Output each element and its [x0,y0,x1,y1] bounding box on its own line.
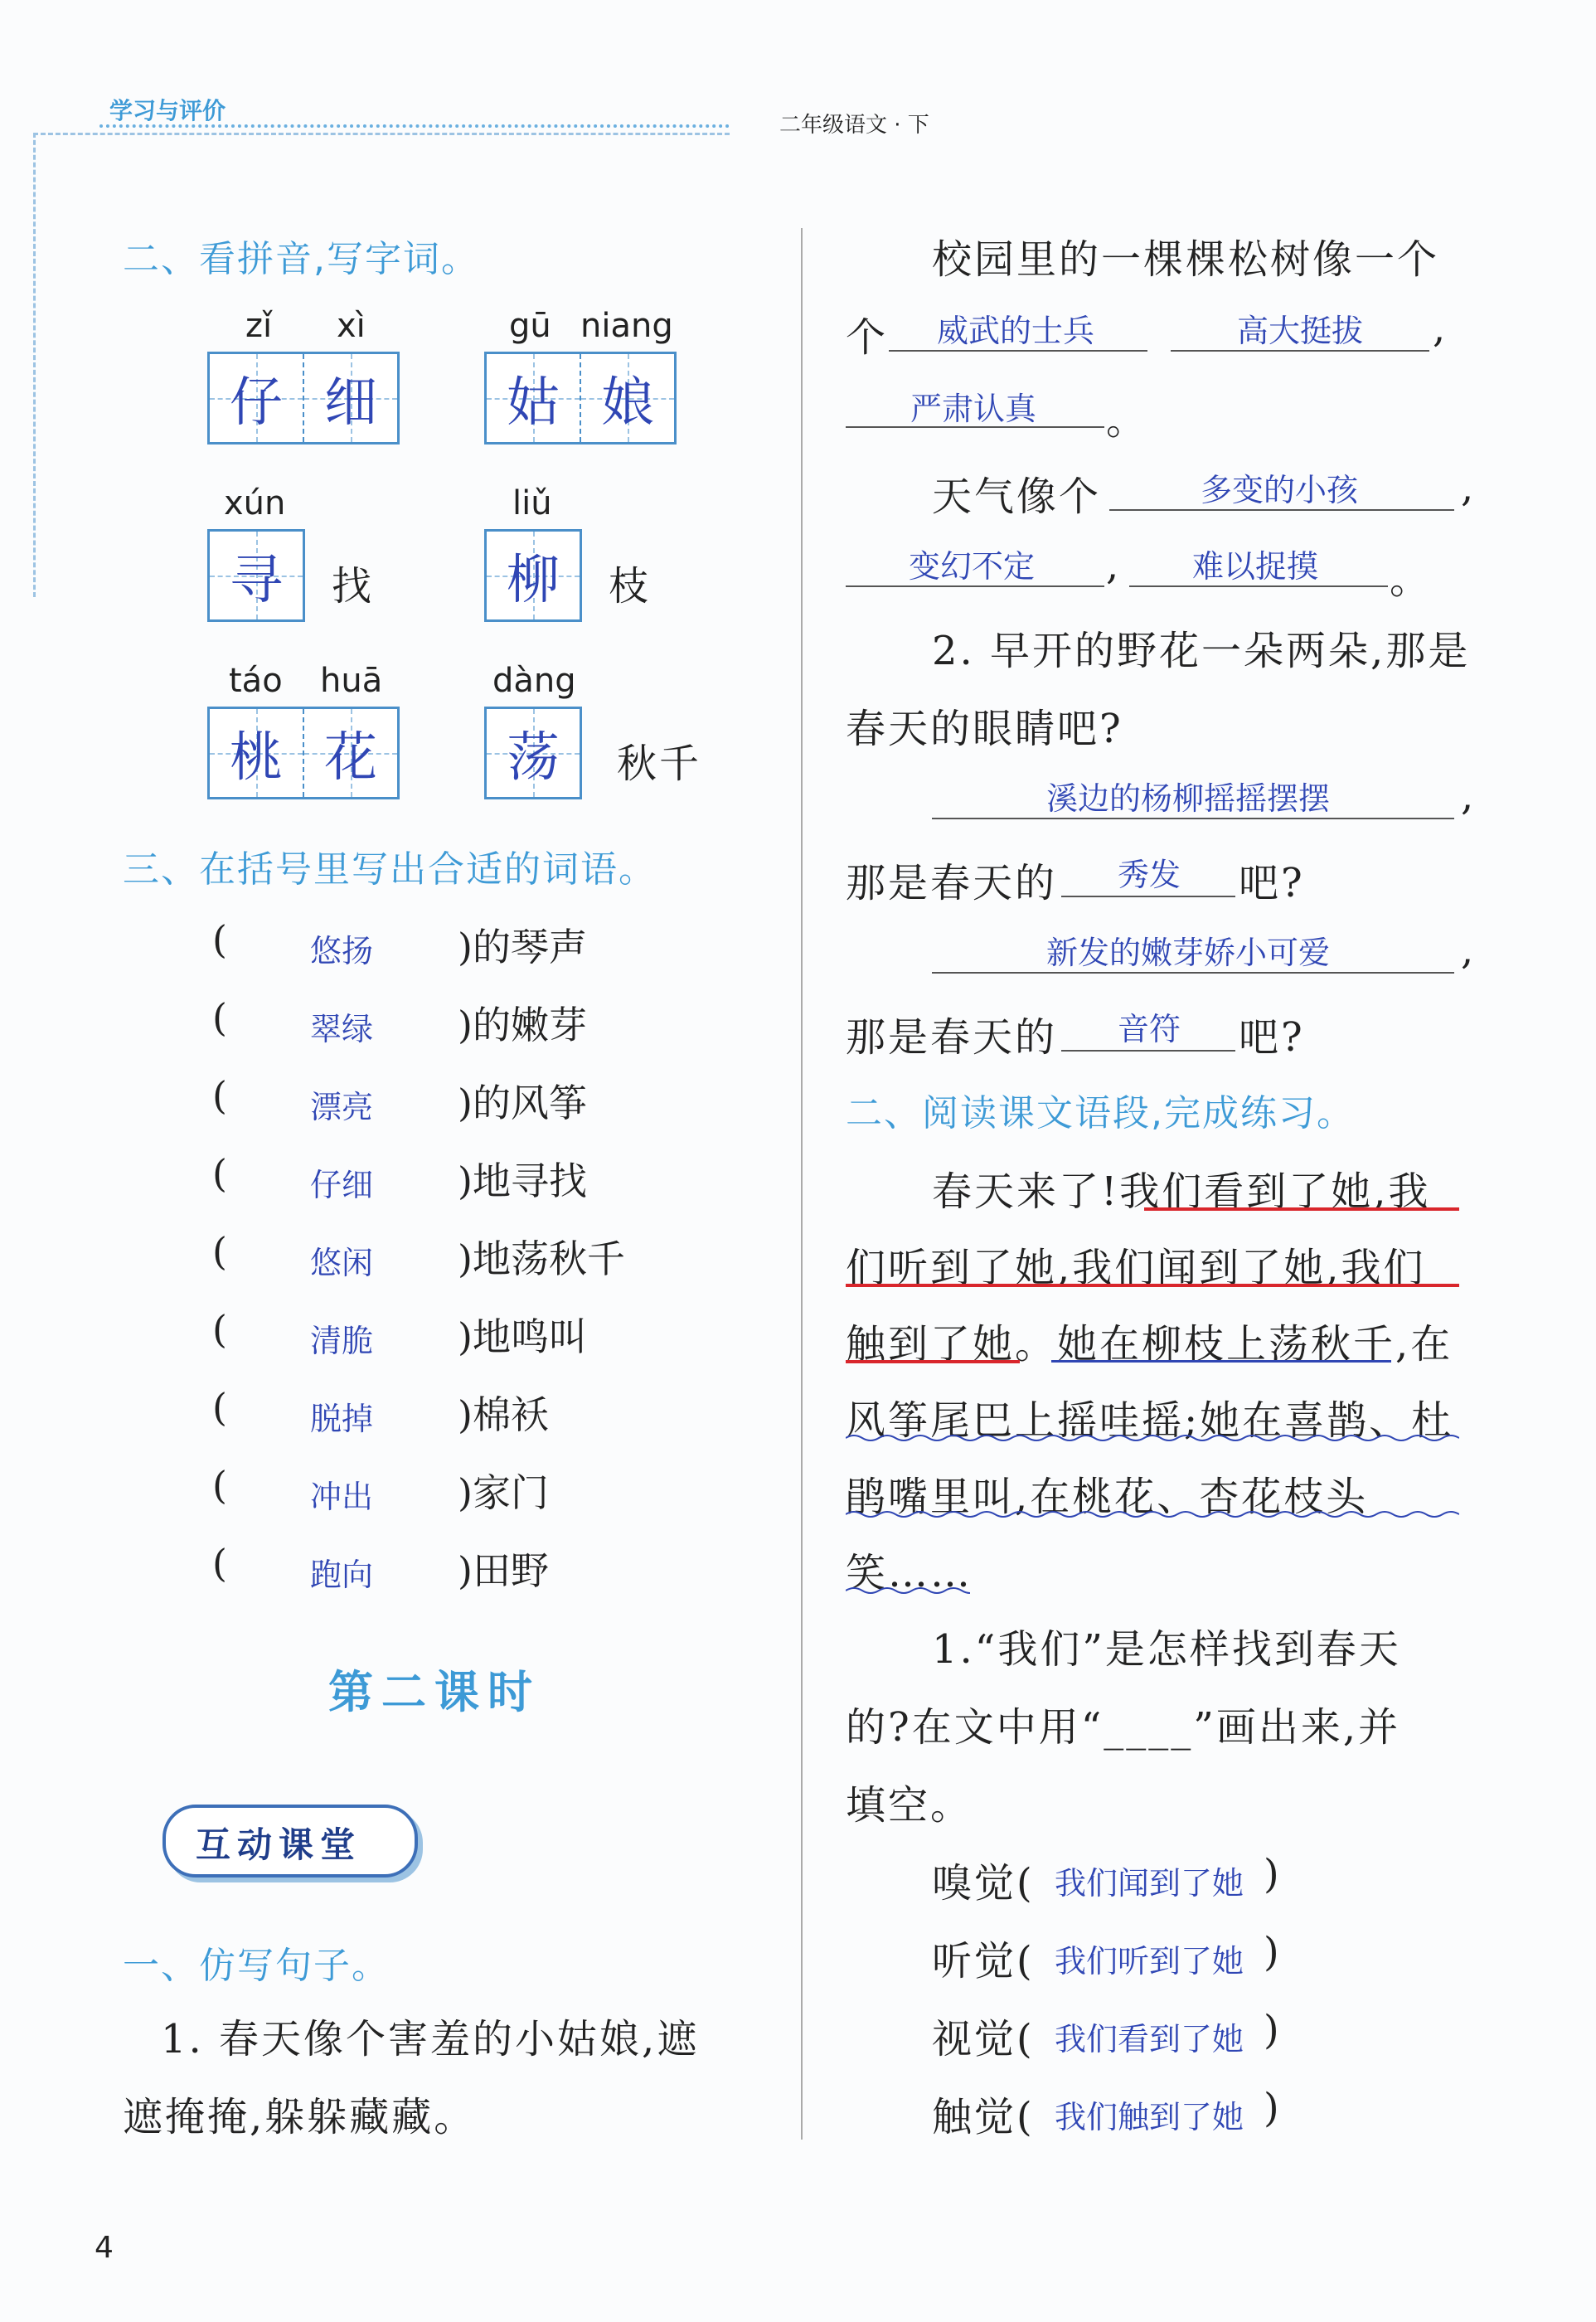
page-number: 4 [95,2231,114,2265]
sense-close: ) [1264,2007,1282,2053]
pine-line1: 校园里的一棵棵松树像一个 [932,236,1440,283]
fill-catch: 难以捉摸 [1192,548,1319,585]
section-title-brackets: 三、在括号里写出合适的词语。 [123,848,657,891]
fill-child: 多变的小孩 [1201,472,1359,508]
sense-label: 触觉( [932,2094,1035,2140]
bracket-text: )家门 [458,1470,549,1515]
ge-char: 个 [846,314,889,361]
fill-soldier: 威武的士兵 [937,313,1095,349]
sense-answer: 我们看到了她 [1055,2021,1244,2057]
sense-label: 视觉( [932,2016,1035,2062]
bracket-answer: 跑向 [310,1557,374,1593]
ba-1: 吧? [1239,860,1305,906]
char-hua: 花 [324,727,377,789]
fill-change: 变幻不定 [909,548,1036,585]
char-zi: 仔 [230,372,283,434]
char-zhi: 枝 [609,563,652,610]
header-grade: 二年级语文 · 下 [779,113,929,138]
char-xi: 细 [324,372,377,434]
blank-line [1061,1050,1235,1052]
pinyin-dang: dàng [492,662,576,700]
page-border-left [33,133,36,597]
sense-close: ) [1264,1851,1282,1897]
char-dang: 荡 [507,727,560,789]
char-grid-zixi [207,352,400,444]
header-dots [99,124,730,128]
pinyin-tao: táo [229,662,283,700]
char-tao: 桃 [230,727,283,789]
passage-line5: 鹃嘴里叫,在桃花、杏花枝头 [846,1474,1369,1520]
fill-serious: 严肃认真 [910,391,1037,427]
q1-line1: 1. 春天像个害羞的小姑娘,遮 [161,2016,700,2062]
passage-line4: 风筝尾巴上摇哇摇;她在喜鹊、杜 [846,1397,1454,1444]
bracket-answer: 翠绿 [310,1011,374,1047]
pinyin-hua: huā [320,662,383,700]
pinyin-niang: niang [580,307,673,345]
bracket-answer: 脱掉 [310,1401,374,1437]
wavy-underline [846,1509,1459,1519]
bracket-answer: 漂亮 [310,1089,374,1125]
section-title-reading: 二、阅读课文语段,完成练习。 [846,1092,1355,1134]
sense-label: 嗅觉( [932,1860,1035,1907]
bracket-answer: 冲出 [310,1479,374,1515]
weather-text: 天气像个 [932,474,1102,520]
word-qiuqian: 秋千 [617,741,702,787]
sense-label: 听觉( [932,1938,1035,1984]
column-divider [801,228,803,2140]
blue-underline [1051,1360,1391,1363]
pinyin-liu: liǔ [512,484,552,522]
bracket-text: )地寻找 [458,1159,587,1203]
passage-line1: 春天来了!我们看到了她,我 [932,1168,1431,1215]
char-grid-liu [484,529,582,622]
char-xun: 寻 [230,550,283,611]
char-grid-xun [207,529,305,622]
q-find-line2: 的?在文中用“____”画出来,并 [846,1704,1401,1751]
that-spring-2: 那是春天的 [846,1014,1058,1061]
section-title-pinyin: 二、看拼音,写字词。 [123,238,479,280]
that-spring-1: 那是春天的 [846,860,1058,906]
bracket-text: )的风筝 [458,1081,587,1125]
fill-tall: 高大挺拔 [1237,313,1364,349]
char-gu: 姑 [507,372,560,434]
workbook-page: 学习与评价 二年级语文 · 下 二、看拼音,写字词。 zǐ xì 仔 细 gū niang 姑 娘 xún 寻 找 liǔ 柳 枝 táo huā 桃 花 dàng 荡 秋千 三、在括号里写出合适的词语。 ( 悠扬 )的琴声 ( 翠绿 )的嫩芽 ( 漂亮 )的风筝 ( 仔细 )地寻找 ( 悠闲 )地荡秋千 ( 清脆 )地鸣叫 ( 脱掉 )棉袄 ( 冲出 )家门 ( 跑向 )田野 第二课时 互动课堂 一、仿写句子。 1. 春天像个害羞的小姑娘,遮 遮掩掩,躲躲藏藏。 校园里的一棵棵松树像一个 个 威武的士兵 高大挺拔 , 严肃认真 。 天气像个 多变的小孩 , 变幻不定 , 难以捉摸 。 2. 早开的野花一朵两朵,那是 春天的眼睛吧? 溪边的杨柳摇摇摆摆 , 那是春天的 秀发 吧? 新发的嫩芽娇小可爱 , 那是春天的 音符 吧? 二、阅读课文语段,完成练习。 春天来了!我们看到了她,我 们听到了她,我们闻到了她,我们 触到了她。她在柳枝上荡秋千,在 风筝尾巴上摇哇摇;她在喜鹊、杜 鹃嘴里叫,在桃花、杏花枝头 笑…… 1.“我们”是怎样找到春天 的?在文中用“____”画出来,并 填空。 嗅觉( 我们闻到了她 ) 听觉( 我们听到了她 ) 视觉( 我们看到了她 ) 触觉( 我们触到了她 ) 4 [0,0,1596,2322]
bracket-text: )棉袄 [458,1392,549,1437]
fill-willow: 溪边的杨柳摇摇摆摆 [1046,780,1331,817]
ba-2: 吧? [1239,1014,1305,1061]
fill-bud: 新发的嫩芽娇小可爱 [1046,935,1331,971]
pinyin-zi: zǐ [245,307,273,345]
bracket-text: )的琴声 [458,925,587,969]
sense-answer: 我们听到了她 [1055,1943,1244,1980]
char-liu: 柳 [507,550,560,611]
q-find-line3: 填空。 [846,1782,973,1829]
red-underline [1144,1207,1459,1211]
pinyin-xi: xì [337,307,366,345]
wavy-underline [846,1433,1459,1443]
pinyin-xun: xún [224,484,286,522]
passage-line3: 触到了她。她在柳枝上荡秋千,在 [846,1321,1453,1367]
fill-note: 音符 [1118,1011,1181,1047]
q-find-line1: 1.“我们”是怎样找到春天 [932,1626,1401,1673]
sense-answer: 我们触到了她 [1055,2099,1244,2135]
bracket-text: )田野 [458,1548,549,1593]
bracket-answer: 仔细 [310,1167,374,1203]
page-border-top [33,133,730,135]
wavy-underline [846,1586,970,1596]
bracket-answer: 清脆 [310,1323,374,1359]
bracket-text: )地荡秋千 [458,1236,625,1281]
passage-line6: 笑…… [846,1550,973,1596]
lesson-title: 第二课时 [328,1666,541,1718]
q2-line2: 春天的眼睛吧? [846,706,1123,752]
pinyin-gu: gū [509,307,551,345]
bracket-text: )地鸣叫 [458,1314,587,1359]
q2-line1: 2. 早开的野花一朵两朵,那是 [932,628,1471,674]
char-niang: 娘 [601,372,654,434]
sense-answer: 我们闻到了她 [1055,1865,1244,1902]
char-grid-guniang [484,352,677,444]
red-underline [846,1360,1020,1363]
bracket-answer: 悠扬 [310,933,374,969]
char-zhao: 找 [332,563,375,610]
red-underline [846,1284,1459,1287]
section-title-imitate: 一、仿写句子。 [123,1945,390,1987]
char-grid-taohua [207,707,400,799]
badge-label: 互动课堂 [196,1824,362,1865]
header-series: 学习与评价 [109,97,226,124]
fill-show: 秀发 [1118,857,1181,893]
q1-line2: 遮掩掩,躲躲藏藏。 [123,2094,477,2140]
char-grid-dang [484,707,582,799]
sense-close: ) [1264,1929,1282,1975]
blank-line [1061,896,1235,897]
bracket-text: )的嫩芽 [458,1003,587,1047]
passage-line2: 们听到了她,我们闻到了她,我们 [846,1245,1426,1291]
sense-close: ) [1264,2085,1282,2131]
bracket-answer: 悠闲 [310,1245,374,1281]
